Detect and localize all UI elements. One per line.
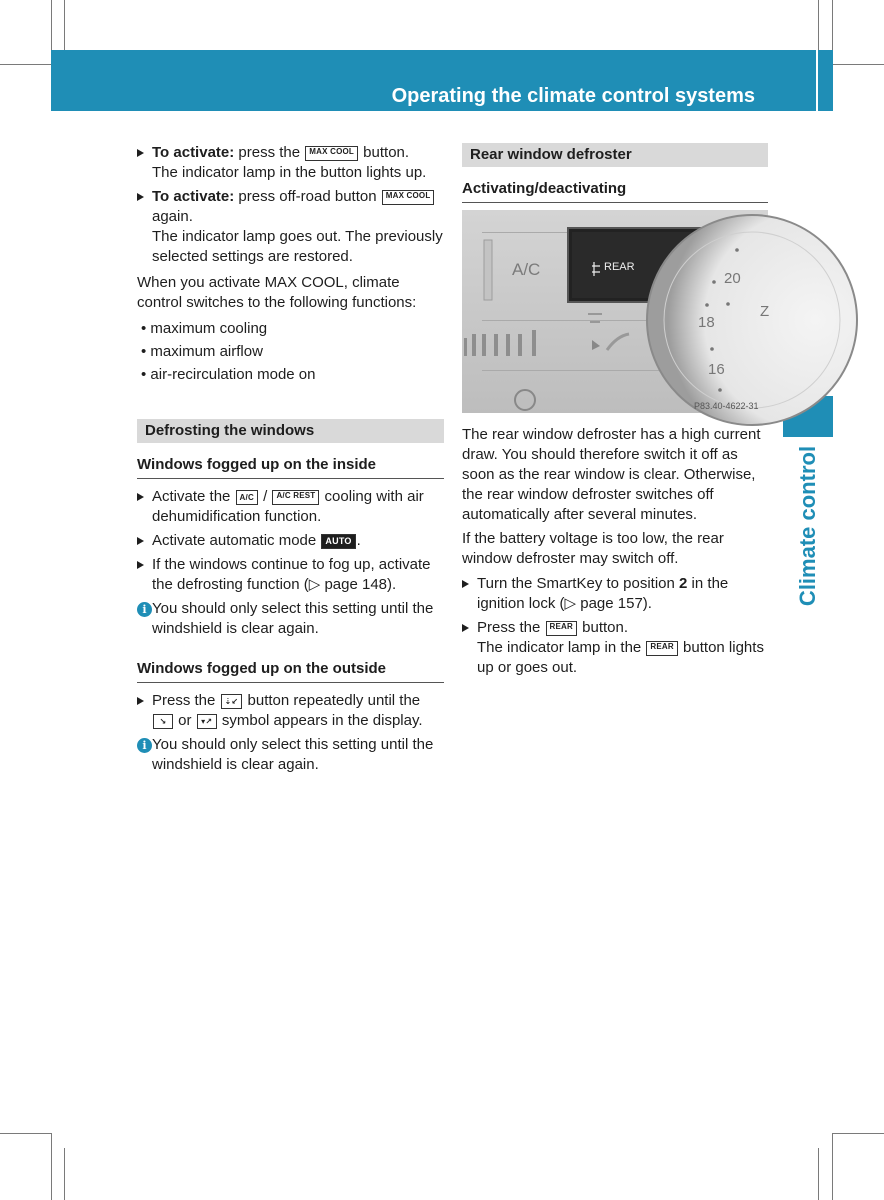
step-item: To activate: press the MAX COOL button. The indicator lamp in the button lights up. — [137, 143, 444, 183]
crop-mark — [833, 1133, 884, 1134]
crop-mark — [0, 64, 51, 65]
info-icon: i — [137, 738, 152, 753]
step-item: If the windows continue to fog up, activate the defrosting function (▷ page 148). — [137, 555, 444, 595]
step-arrow-icon — [137, 193, 144, 201]
dial-number-20: 20 — [724, 270, 741, 287]
crop-mark — [0, 1133, 51, 1134]
dial-number-18: 18 — [698, 314, 715, 331]
crop-mark — [64, 0, 65, 50]
side-tab-label: Climate control — [795, 445, 820, 607]
ac-panel-label: A/C — [512, 260, 541, 279]
airflow-feet-windshield-icon: ▾↗ — [197, 714, 217, 729]
header-title: Operating the climate control systems — [391, 85, 755, 107]
step-arrow-icon — [137, 537, 144, 545]
list-item: • air-recirculation mode on — [141, 366, 316, 383]
step-arrow-icon — [137, 561, 144, 569]
right-column — [462, 143, 768, 203]
info-note: i You should only select this setting until the windshield is clear again. — [137, 599, 444, 639]
crop-mark — [832, 1133, 833, 1200]
header-divider — [816, 50, 818, 111]
step-item: Press the REAR button. The indicator lamp in the REAR button lights up or goes out. — [462, 618, 768, 678]
step-item: Press the ⇣↙ button repeatedly until the ↘ or ▾↗ symbol appears in the display. — [137, 691, 444, 731]
paragraph: The rear window defroster has a high current draw. You should therefore switch it off as soon as the rear window is clear. Otherwise, the rear window defroster switches off automatically after several minutes. — [462, 426, 761, 523]
list-item: • maximum cooling — [141, 320, 268, 337]
step-arrow-icon — [137, 697, 144, 705]
page-header — [51, 50, 862, 111]
step-arrow-icon — [462, 624, 469, 632]
crop-mark — [833, 64, 884, 65]
subheading: Windows fogged up on the outside — [137, 659, 444, 683]
paragraph: If the battery voltage is too low, the rear window defroster may switch off. — [462, 530, 724, 567]
climate-panel-photo — [462, 210, 768, 413]
section-heading: Rear window defroster — [462, 143, 768, 167]
page-number: 149 — [833, 86, 862, 105]
info-note: i You should only select this setting until the windshield is clear again. — [137, 735, 444, 775]
right-column-body — [462, 425, 768, 678]
airflow-defrost-key-icon: ⇣↙ — [221, 694, 243, 709]
dial-number-z: Z — [760, 303, 770, 320]
ac-rest-key-icon: A/C REST — [272, 490, 319, 505]
step-item: To activate: press off-road button MAX COOL again. The indicator lamp goes out. The previously selected settings are restored. — [137, 187, 444, 267]
max-cool-key-icon: MAX COOL — [305, 146, 358, 161]
step-item: Activate the A/C / A/C REST cooling with air dehumidification function. — [137, 487, 444, 527]
section-heading: Defrosting the windows — [137, 419, 444, 443]
crop-mark — [818, 0, 819, 50]
rear-defroster-key-icon: REAR — [646, 641, 677, 656]
step-arrow-icon — [137, 149, 144, 157]
crop-mark — [51, 1133, 52, 1200]
auto-key-icon: AUTO — [321, 534, 355, 549]
dial-number-16: 16 — [708, 361, 725, 378]
max-cool-key-icon: MAX COOL — [382, 190, 435, 205]
step-item: Turn the SmartKey to position 2 in the ignition lock (▷ page 157). — [462, 574, 768, 614]
crop-mark — [832, 0, 833, 50]
rear-panel-label: REAR — [604, 261, 635, 273]
crop-mark — [818, 1148, 819, 1200]
subheading: Activating/deactivating — [462, 179, 768, 203]
step-item: Activate automatic mode AUTO . — [137, 531, 444, 551]
left-column — [137, 143, 444, 775]
rear-defroster-key-icon: REAR — [546, 621, 577, 636]
list-item: • maximum airflow — [141, 343, 263, 360]
step-arrow-icon — [137, 493, 144, 501]
max-cool-text: When you activate MAX COOL, climate control switches to the following functions: — [137, 274, 417, 311]
subheading: Windows fogged up on the inside — [137, 455, 444, 479]
ac-key-icon: A/C — [236, 490, 258, 505]
crop-mark — [51, 0, 52, 50]
step-arrow-icon — [462, 580, 469, 588]
crop-mark — [64, 1148, 65, 1200]
info-icon: i — [137, 602, 152, 617]
airflow-feet-icon: ↘ — [153, 714, 173, 729]
photo-code: P83.40-4622-31 — [694, 401, 759, 411]
